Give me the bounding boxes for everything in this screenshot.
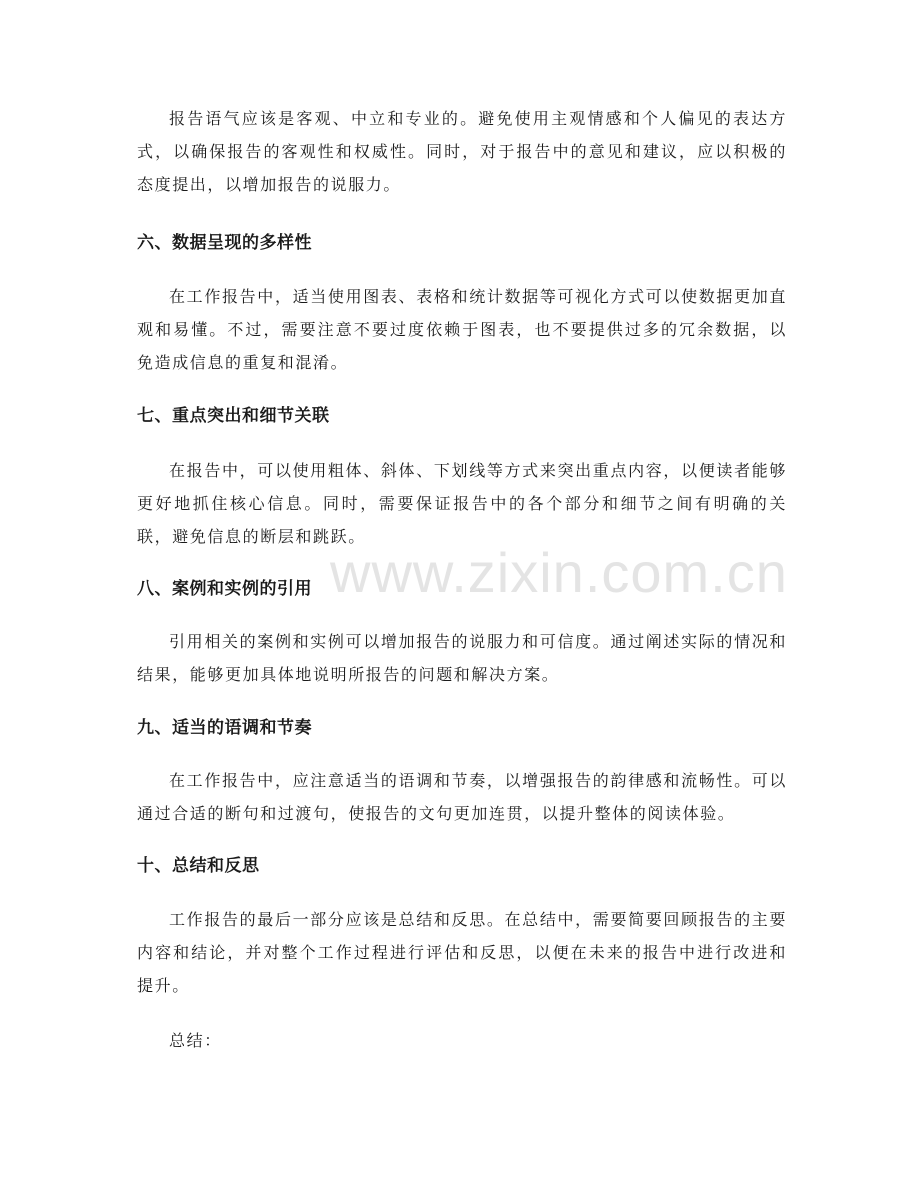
watermark: www.zixin.com.cn — [330, 541, 788, 604]
paragraph-cases: 引用相关的案例和实例可以增加报告的说服力和可信度。通过阐述实际的情况和结果，能够更加具体地说明所报告的问题和解决方案。 — [137, 632, 787, 684]
section-heading-9: 九、适当的语调和节奏 — [137, 718, 312, 738]
section-heading-8: 八、案例和实例的引用 — [137, 579, 312, 599]
paragraph-data-presentation: 在工作报告中，适当使用图表、表格和统计数据等可视化方式可以使数据更加直观和易懂。不过，需要注意不要过度依赖于图表，也不要提供过多的冗余数据，以免造成信息的重复和混淆。 — [137, 287, 787, 372]
section-heading-6: 六、数据呈现的多样性 — [137, 233, 312, 253]
paragraph-tone: 报告语气应该是客观、中立和专业的。避免使用主观情感和个人偏见的表达方式，以确保报告的客观性和权威性。同时，对于报告中的意见和建议，应以积极的态度提出，以增加报告的说服力。 — [137, 109, 787, 194]
summary-label: 总结： — [169, 1031, 222, 1050]
paragraph-tone-rhythm: 在工作报告中，应注意适当的语调和节奏，以增强报告的韵律感和流畅性。可以通过合适的断句和过渡句，使报告的文句更加连贯，以提升整体的阅读体验。 — [137, 771, 787, 823]
paragraph-summary-reflection: 工作报告的最后一部分应该是总结和反思。在总结中，需要简要回顾报告的主要内容和结论，并对整个工作过程进行评估和反思，以便在未来的报告中进行改进和提升。 — [137, 910, 787, 995]
paragraph-emphasis: 在报告中，可以使用粗体、斜体、下划线等方式来突出重点内容，以便读者能够更好地抓住核心信息。同时，需要保证报告中的各个部分和细节之间有明确的关联，避免信息的断层和跳跃。 — [137, 461, 787, 546]
section-heading-7: 七、重点突出和细节关联 — [137, 406, 330, 426]
section-heading-10: 十、总结和反思 — [137, 856, 260, 876]
